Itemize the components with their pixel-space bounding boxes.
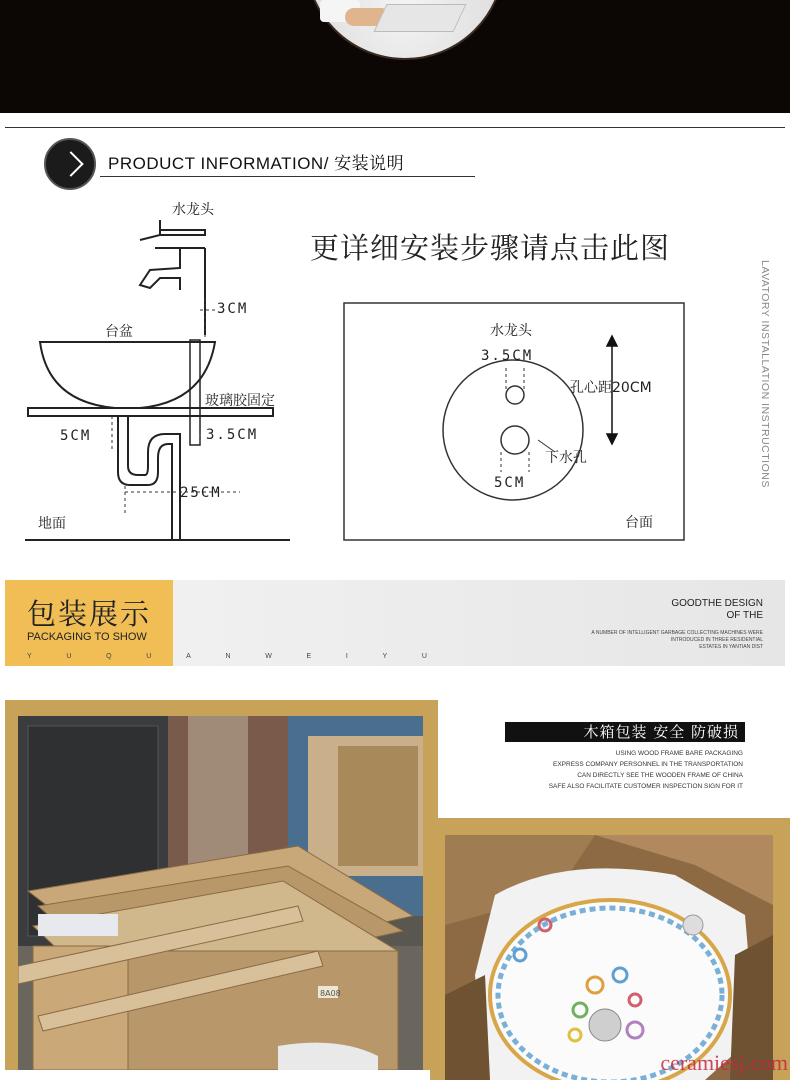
wood-desc-line-3: CAN DIRECTLY SEE THE WOODEN FRAME OF CHINA	[577, 772, 743, 779]
letter: Q	[106, 653, 112, 660]
wood-desc-line-4: SAFE ALSO FACILITATE CUSTOMER INSPECTION SIGN FOR IT	[548, 783, 743, 790]
top-banner	[0, 0, 790, 113]
wood-desc-line-1: USING WOOD FRAME BARE PACKAGING	[615, 750, 743, 757]
divider-top	[5, 127, 785, 128]
letter: U	[66, 653, 72, 660]
small-line-3: ESTATES IN YANTIAN DIST	[699, 644, 763, 650]
wood-desc-line-2: EXPRESS COMPANY PERSONNEL IN THE TRANSPORTATION	[553, 761, 743, 768]
small-line-2: INTRODUCED IN THREE RESIDENTIAL	[670, 637, 763, 643]
design-line-2: OF THE	[726, 610, 763, 621]
packaging-banner	[5, 580, 785, 666]
design-line-1: GOODTHE DESIGN	[671, 598, 763, 609]
watermark: ceramiesj.com	[660, 1050, 788, 1075]
installation-diagram[interactable]	[0, 190, 790, 560]
wood-packaging-title: 木箱包装 安全 防破损	[583, 723, 739, 741]
wood-packaging-desc	[549, 748, 743, 792]
packaging-letter-row	[27, 653, 427, 660]
label-3cm: 3CM	[217, 301, 249, 317]
letter: Y	[27, 653, 32, 660]
header-underline	[100, 176, 475, 177]
letter: Y	[382, 653, 388, 660]
vertical-caption: LAVATORY INSTALLATION INSTRUCTIONS	[759, 260, 771, 488]
banner-laptop	[373, 4, 466, 32]
plan-label-hole-distance: 孔心距20CM	[570, 380, 652, 396]
chevron-right-icon	[44, 138, 96, 190]
crate-illustration	[18, 716, 423, 1070]
plan-label-3-5cm: 3.5CM	[481, 348, 534, 364]
small-line-1: A NUMBER OF INTELLIGENT GARBAGE COLLECTING MACHINES WERE	[591, 630, 763, 636]
plan-label-drain-hole: 下水孔	[545, 450, 587, 466]
label-5cm: 5CM	[60, 428, 92, 444]
letter: N	[225, 653, 231, 660]
label-faucet: 水龙头	[172, 202, 214, 218]
install-steps-link[interactable]: 更详细安装步骤请点击此图	[310, 231, 671, 265]
letter: I	[345, 653, 348, 660]
basin-illustration	[445, 835, 773, 1080]
wood-packaging-title-bar	[505, 722, 745, 742]
plan-label-faucet: 水龙头	[490, 323, 532, 339]
label-25cm: 25CM	[180, 485, 222, 501]
letter: A	[186, 653, 191, 660]
label-floor: 地面	[38, 516, 66, 532]
plan-label-5cm: 5CM	[494, 475, 526, 491]
label-basin: 台盆	[105, 324, 133, 340]
label-3-5cm: 3.5CM	[206, 427, 259, 443]
product-info-title: PRODUCT INFORMATION/ 安装说明	[108, 154, 405, 173]
letter: U	[146, 653, 152, 660]
basin-box-photo	[445, 835, 773, 1080]
letter: U	[421, 653, 427, 660]
packaging-subtitle: PACKAGING TO SHOW	[27, 631, 147, 643]
letter: W	[265, 653, 272, 660]
crate-label-code: 8A08	[320, 989, 341, 998]
plan-label-countertop: 台面	[625, 515, 653, 531]
crate-photo	[18, 716, 423, 1070]
design-caption	[671, 598, 763, 622]
label-glue: 玻璃胶固定	[205, 393, 275, 409]
letter: E	[306, 653, 312, 660]
small-caption	[591, 630, 763, 651]
packaging-title: 包装展示	[27, 597, 152, 631]
